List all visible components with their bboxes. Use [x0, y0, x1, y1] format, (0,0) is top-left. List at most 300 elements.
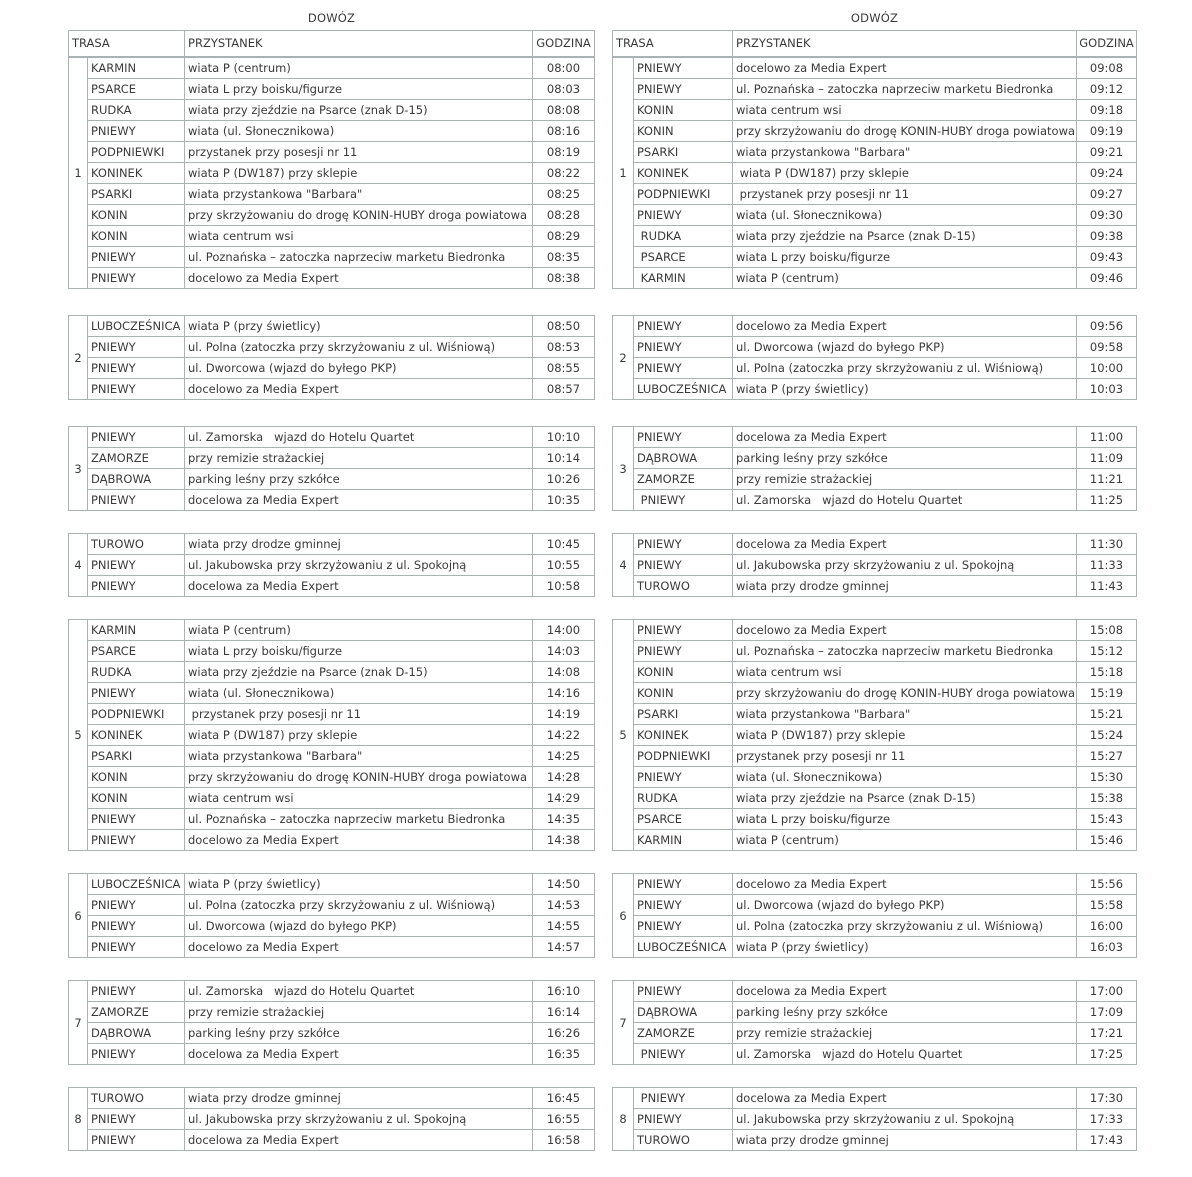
- time-cell: 14:29: [533, 788, 595, 809]
- city-cell: PSARCE: [634, 809, 733, 830]
- stop-cell: przy remizie strażackiej: [185, 1002, 533, 1023]
- route-section-4: [612, 533, 1137, 597]
- city-cell: PNIEWY: [634, 555, 733, 576]
- city-cell: DĄBROWA: [88, 469, 185, 490]
- stop-cell: przy skrzyżowaniu do drogę KONIN-HUBY droga powiatowa: [733, 683, 1077, 704]
- city-cell: PNIEWY: [88, 268, 185, 289]
- time-cell: 14:53: [533, 895, 595, 916]
- stop-cell: docelowa za Media Expert: [185, 490, 533, 511]
- time-cell: 16:45: [533, 1088, 595, 1109]
- header-godzina: GODZINA: [1077, 31, 1137, 57]
- stop-cell: ul. Polna (zatoczka przy skrzyżowaniu z ul. Wiśniową): [733, 916, 1077, 937]
- table-row: [69, 916, 595, 937]
- time-cell: 08:19: [533, 142, 595, 163]
- table-row: [613, 427, 1137, 448]
- route-number: 3: [613, 427, 634, 511]
- stop-cell: wiata centrum wsi: [185, 226, 533, 247]
- city-cell: PNIEWY: [634, 1088, 733, 1109]
- stop-cell: wiata przy drodze gminnej: [733, 1130, 1077, 1151]
- time-cell: 09:21: [1077, 142, 1137, 163]
- city-cell: PSARCE: [88, 79, 185, 100]
- time-cell: 14:25: [533, 746, 595, 767]
- time-cell: 08:16: [533, 121, 595, 142]
- table-row: [69, 981, 595, 1002]
- stop-cell: docelowa za Media Expert: [733, 534, 1077, 555]
- table-row: [613, 247, 1137, 268]
- time-cell: 15:24: [1077, 725, 1137, 746]
- time-cell: 15:38: [1077, 788, 1137, 809]
- city-cell: PNIEWY: [88, 490, 185, 511]
- stop-cell: przy remizie strażackiej: [185, 448, 533, 469]
- city-cell: PNIEWY: [634, 981, 733, 1002]
- stop-cell: wiata P (centrum): [733, 830, 1077, 851]
- time-cell: 14:35: [533, 809, 595, 830]
- stop-cell: wiata P (przy świetlicy): [733, 379, 1077, 400]
- city-cell: PODPNIEWKI: [88, 142, 185, 163]
- time-cell: 15:43: [1077, 809, 1137, 830]
- route-number: 1: [613, 58, 634, 289]
- table-row: [69, 746, 595, 767]
- table-row: [69, 142, 595, 163]
- city-cell: PNIEWY: [88, 830, 185, 851]
- route-section-8: [612, 1087, 1137, 1151]
- stop-cell: ul. Polna (zatoczka przy skrzyżowaniu z ul. Wiśniową): [733, 358, 1077, 379]
- dowoz-title: DOWÓZ: [307, 11, 356, 25]
- city-cell: KARMIN: [88, 58, 185, 79]
- table-row: [613, 830, 1137, 851]
- table-row: [613, 981, 1137, 1002]
- table-row: [613, 337, 1137, 358]
- table-row: [69, 79, 595, 100]
- route-section-3: [68, 426, 595, 511]
- time-cell: 09:46: [1077, 268, 1137, 289]
- city-cell: KONINEK: [88, 725, 185, 746]
- time-cell: 15:27: [1077, 746, 1137, 767]
- city-cell: PNIEWY: [88, 916, 185, 937]
- stop-cell: wiata przy zjeździe na Psarce (znak D-15): [185, 100, 533, 121]
- table-row: [69, 226, 595, 247]
- time-cell: 09:58: [1077, 337, 1137, 358]
- city-cell: LUBOCZEŚNICA: [88, 316, 185, 337]
- city-cell: KONIN: [634, 683, 733, 704]
- city-cell: KARMIN: [634, 268, 733, 289]
- stop-cell: wiata przystankowa "Barbara": [733, 704, 1077, 725]
- table-row: [69, 1088, 595, 1109]
- stop-cell: docelowo za Media Expert: [185, 937, 533, 958]
- city-cell: ZAMORZE: [634, 1023, 733, 1044]
- stop-cell: przy skrzyżowaniu do drogę KONIN-HUBY droga powiatowa: [185, 205, 533, 226]
- stop-cell: docelowo za Media Expert: [185, 830, 533, 851]
- stop-cell: wiata P (DW187) przy sklepie: [733, 725, 1077, 746]
- stop-cell: wiata przy zjeździe na Psarce (znak D-15): [733, 226, 1077, 247]
- stop-cell: wiata (ul. Słonecznikowa): [185, 121, 533, 142]
- city-cell: KARMIN: [88, 620, 185, 641]
- time-cell: 11:33: [1077, 555, 1137, 576]
- table-row: [69, 809, 595, 830]
- route-number: 1: [69, 58, 88, 289]
- stop-cell: docelowo za Media Expert: [185, 379, 533, 400]
- time-cell: 09:12: [1077, 79, 1137, 100]
- city-cell: RUDKA: [88, 100, 185, 121]
- stop-cell: przystanek przy posesji nr 11: [733, 184, 1077, 205]
- route-section-2: [68, 315, 595, 400]
- table-row: [613, 316, 1137, 337]
- city-cell: TUROWO: [634, 1130, 733, 1151]
- stop-cell: ul. Polna (zatoczka przy skrzyżowaniu z ul. Wiśniową): [185, 895, 533, 916]
- route-number: 7: [69, 981, 88, 1065]
- stop-cell: ul. Dworcowa (wjazd do byłego PKP): [733, 337, 1077, 358]
- time-cell: 09:30: [1077, 205, 1137, 226]
- city-cell: KONIN: [634, 662, 733, 683]
- table-row: [69, 100, 595, 121]
- table-row: [613, 620, 1137, 641]
- time-cell: 14:57: [533, 937, 595, 958]
- route-section-7: [612, 980, 1137, 1065]
- stop-cell: wiata P (przy świetlicy): [185, 874, 533, 895]
- time-cell: 09:56: [1077, 316, 1137, 337]
- time-cell: 15:30: [1077, 767, 1137, 788]
- route-section-5: [612, 619, 1137, 851]
- stop-cell: wiata centrum wsi: [733, 100, 1077, 121]
- table-row: [613, 100, 1137, 121]
- city-cell: PNIEWY: [88, 895, 185, 916]
- table-row: [69, 448, 595, 469]
- city-cell: KONIN: [88, 788, 185, 809]
- stop-cell: ul. Jakubowska przy skrzyżowaniu z ul. Spokojną: [185, 555, 533, 576]
- route-number: 6: [69, 874, 88, 958]
- city-cell: PNIEWY: [88, 981, 185, 1002]
- dowoz-sections: [68, 57, 595, 1151]
- time-cell: 08:03: [533, 79, 595, 100]
- time-cell: 09:43: [1077, 247, 1137, 268]
- time-cell: 09:08: [1077, 58, 1137, 79]
- time-cell: 11:00: [1077, 427, 1137, 448]
- city-cell: TUROWO: [88, 534, 185, 555]
- city-cell: PNIEWY: [88, 809, 185, 830]
- time-cell: 16:58: [533, 1130, 595, 1151]
- stop-cell: wiata przy drodze gminnej: [185, 1088, 533, 1109]
- city-cell: KONIN: [634, 100, 733, 121]
- time-cell: 10:10: [533, 427, 595, 448]
- route-section-6: [612, 873, 1137, 958]
- table-row: [69, 937, 595, 958]
- city-cell: LUBOCZEŚNICA: [634, 937, 733, 958]
- table-row: [613, 358, 1137, 379]
- table-row: [69, 427, 595, 448]
- table-row: [69, 641, 595, 662]
- city-cell: TUROWO: [634, 576, 733, 597]
- stop-cell: wiata P (DW187) przy sklepie: [733, 163, 1077, 184]
- city-cell: RUDKA: [634, 226, 733, 247]
- time-cell: 10:03: [1077, 379, 1137, 400]
- time-cell: 17:25: [1077, 1044, 1137, 1065]
- table-row: [69, 121, 595, 142]
- route-number: 8: [69, 1088, 88, 1151]
- city-cell: PNIEWY: [634, 767, 733, 788]
- stop-cell: ul. Zamorska wjazd do Hotelu Quartet: [185, 427, 533, 448]
- city-cell: PNIEWY: [634, 895, 733, 916]
- stop-cell: ul. Poznańska – zatoczka naprzeciw marketu Biedronka: [185, 809, 533, 830]
- table-row: [613, 142, 1137, 163]
- stop-cell: ul. Dworcowa (wjazd do byłego PKP): [185, 358, 533, 379]
- city-cell: PNIEWY: [634, 205, 733, 226]
- stop-cell: docelowa za Media Expert: [733, 1088, 1077, 1109]
- city-cell: PNIEWY: [634, 620, 733, 641]
- table-row: [613, 1044, 1137, 1065]
- dowoz-column: [68, 0, 595, 1151]
- city-cell: KONIN: [88, 767, 185, 788]
- route-number: 2: [69, 316, 88, 400]
- stop-cell: parking leśny przy szkółce: [185, 1023, 533, 1044]
- table-row: [69, 874, 595, 895]
- time-cell: 10:55: [533, 555, 595, 576]
- time-cell: 11:43: [1077, 576, 1137, 597]
- city-cell: PNIEWY: [634, 916, 733, 937]
- time-cell: 09:27: [1077, 184, 1137, 205]
- city-cell: PSARKI: [634, 704, 733, 725]
- stop-cell: wiata P (przy świetlicy): [185, 316, 533, 337]
- stop-cell: wiata przystankowa "Barbara": [733, 142, 1077, 163]
- route-section-7: [68, 980, 595, 1065]
- time-cell: 09:19: [1077, 121, 1137, 142]
- stop-cell: wiata P (DW187) przy sklepie: [185, 725, 533, 746]
- stop-cell: ul. Poznańska – zatoczka naprzeciw marketu Biedronka: [185, 247, 533, 268]
- route-number: 3: [69, 427, 88, 511]
- table-row: [613, 58, 1137, 79]
- time-cell: 09:38: [1077, 226, 1137, 247]
- table-row: [613, 746, 1137, 767]
- city-cell: PNIEWY: [634, 79, 733, 100]
- stop-cell: wiata przystankowa "Barbara": [185, 746, 533, 767]
- time-cell: 14:00: [533, 620, 595, 641]
- time-cell: 16:14: [533, 1002, 595, 1023]
- route-section-1: [68, 57, 595, 289]
- route-number: 5: [69, 620, 88, 851]
- time-cell: 14:19: [533, 704, 595, 725]
- table-row: [613, 809, 1137, 830]
- time-cell: 08:38: [533, 268, 595, 289]
- table-row: [613, 490, 1137, 511]
- time-cell: 17:21: [1077, 1023, 1137, 1044]
- city-cell: PNIEWY: [88, 1044, 185, 1065]
- city-cell: PNIEWY: [634, 490, 733, 511]
- table-row: [69, 576, 595, 597]
- header-trasa: TRASA: [69, 31, 185, 57]
- route-number: 2: [613, 316, 634, 400]
- time-cell: 17:00: [1077, 981, 1137, 1002]
- stop-cell: wiata L przy boisku/figurze: [185, 641, 533, 662]
- time-cell: 09:18: [1077, 100, 1137, 121]
- stop-cell: przy skrzyżowaniu do drogę KONIN-HUBY droga powiatowa: [185, 767, 533, 788]
- table-row: [613, 121, 1137, 142]
- table-row: [69, 662, 595, 683]
- city-cell: KONIN: [88, 226, 185, 247]
- city-cell: PNIEWY: [634, 316, 733, 337]
- header-godzina: GODZINA: [533, 31, 595, 57]
- table-row: [69, 725, 595, 746]
- stop-cell: docelowo za Media Expert: [733, 874, 1077, 895]
- time-cell: 08:25: [533, 184, 595, 205]
- city-cell: KONINEK: [634, 725, 733, 746]
- time-cell: 14:50: [533, 874, 595, 895]
- stop-cell: wiata przy zjeździe na Psarce (znak D-15): [185, 662, 533, 683]
- time-cell: 08:57: [533, 379, 595, 400]
- city-cell: ZAMORZE: [634, 469, 733, 490]
- time-cell: 08:08: [533, 100, 595, 121]
- header-trasa: TRASA: [613, 31, 733, 57]
- table-row: [613, 379, 1137, 400]
- table-row: [69, 1002, 595, 1023]
- table-row: [613, 1109, 1137, 1130]
- stop-cell: ul. Poznańska – zatoczka naprzeciw marketu Biedronka: [733, 79, 1077, 100]
- time-cell: 11:21: [1077, 469, 1137, 490]
- stop-cell: wiata L przy boisku/figurze: [185, 79, 533, 100]
- route-section-8: [68, 1087, 595, 1151]
- stop-cell: docelowo za Media Expert: [733, 316, 1077, 337]
- table-row: [69, 469, 595, 490]
- stop-cell: ul. Dworcowa (wjazd do byłego PKP): [733, 895, 1077, 916]
- table-row: [69, 184, 595, 205]
- city-cell: PNIEWY: [634, 874, 733, 895]
- time-cell: 08:29: [533, 226, 595, 247]
- time-cell: 08:35: [533, 247, 595, 268]
- odwoz-column: [612, 0, 1137, 1151]
- stop-cell: ul. Zamorska wjazd do Hotelu Quartet: [733, 1044, 1077, 1065]
- time-cell: 15:58: [1077, 895, 1137, 916]
- city-cell: PNIEWY: [88, 576, 185, 597]
- time-cell: 17:33: [1077, 1109, 1137, 1130]
- table-row: [69, 490, 595, 511]
- city-cell: PNIEWY: [88, 247, 185, 268]
- city-cell: PNIEWY: [88, 427, 185, 448]
- city-cell: KONIN: [88, 205, 185, 226]
- city-cell: PSARKI: [634, 142, 733, 163]
- table-row: [613, 534, 1137, 555]
- stop-cell: ul. Jakubowska przy skrzyżowaniu z ul. Spokojną: [733, 1109, 1077, 1130]
- stop-cell: wiata przy zjeździe na Psarce (znak D-15): [733, 788, 1077, 809]
- time-cell: 11:30: [1077, 534, 1137, 555]
- route-section-6: [68, 873, 595, 958]
- time-cell: 16:03: [1077, 937, 1137, 958]
- city-cell: PNIEWY: [88, 555, 185, 576]
- city-cell: PNIEWY: [634, 1109, 733, 1130]
- table-row: [613, 205, 1137, 226]
- time-cell: 15:12: [1077, 641, 1137, 662]
- city-cell: PSARCE: [88, 641, 185, 662]
- city-cell: PSARKI: [88, 746, 185, 767]
- table-row: [613, 555, 1137, 576]
- table-row: [69, 895, 595, 916]
- time-cell: 14:22: [533, 725, 595, 746]
- time-cell: 10:35: [533, 490, 595, 511]
- route-number: 8: [613, 1088, 634, 1151]
- city-cell: PNIEWY: [634, 427, 733, 448]
- time-cell: 16:00: [1077, 916, 1137, 937]
- table-row: [69, 767, 595, 788]
- route-section-2: [612, 315, 1137, 400]
- city-cell: DĄBROWA: [634, 1002, 733, 1023]
- table-row: [69, 555, 595, 576]
- city-cell: PODPNIEWKI: [634, 184, 733, 205]
- time-cell: 15:18: [1077, 662, 1137, 683]
- table-row: [613, 725, 1137, 746]
- city-cell: PSARKI: [88, 184, 185, 205]
- stop-cell: ul. Polna (zatoczka przy skrzyżowaniu z ul. Wiśniową): [185, 337, 533, 358]
- city-cell: PNIEWY: [634, 641, 733, 662]
- time-cell: 15:46: [1077, 830, 1137, 851]
- table-row: [613, 788, 1137, 809]
- stop-cell: przystanek przy posesji nr 11: [733, 746, 1077, 767]
- stop-cell: wiata P (centrum): [185, 620, 533, 641]
- time-cell: 08:22: [533, 163, 595, 184]
- city-cell: PNIEWY: [634, 1044, 733, 1065]
- stop-cell: wiata (ul. Słonecznikowa): [733, 767, 1077, 788]
- table-row: [613, 895, 1137, 916]
- time-cell: 16:26: [533, 1023, 595, 1044]
- table-row: [613, 1088, 1137, 1109]
- city-cell: PNIEWY: [634, 337, 733, 358]
- stop-cell: ul. Dworcowa (wjazd do byłego PKP): [185, 916, 533, 937]
- city-cell: PNIEWY: [634, 358, 733, 379]
- city-cell: RUDKA: [634, 788, 733, 809]
- table-row: [613, 916, 1137, 937]
- table-row: [69, 704, 595, 725]
- city-cell: PSARCE: [634, 247, 733, 268]
- table-row: [69, 830, 595, 851]
- city-cell: PNIEWY: [88, 379, 185, 400]
- table-row: [69, 1109, 595, 1130]
- time-cell: 16:10: [533, 981, 595, 1002]
- header-row: [69, 31, 595, 57]
- stop-cell: ul. Jakubowska przy skrzyżowaniu z ul. Spokojną: [185, 1109, 533, 1130]
- city-cell: PNIEWY: [88, 937, 185, 958]
- time-cell: 15:19: [1077, 683, 1137, 704]
- city-cell: PNIEWY: [634, 58, 733, 79]
- time-cell: 09:24: [1077, 163, 1137, 184]
- table-row: [613, 767, 1137, 788]
- stop-cell: wiata centrum wsi: [733, 662, 1077, 683]
- table-row: [613, 641, 1137, 662]
- table-row: [69, 316, 595, 337]
- time-cell: 16:55: [533, 1109, 595, 1130]
- time-cell: 10:00: [1077, 358, 1137, 379]
- stop-cell: przy skrzyżowaniu do drogę KONIN-HUBY droga powiatowa: [733, 121, 1077, 142]
- table-row: [613, 163, 1137, 184]
- time-cell: 14:55: [533, 916, 595, 937]
- city-cell: PNIEWY: [634, 534, 733, 555]
- stop-cell: docelowa za Media Expert: [185, 1130, 533, 1151]
- stop-cell: wiata P (centrum): [733, 268, 1077, 289]
- table-row: [613, 874, 1137, 895]
- city-cell: PNIEWY: [88, 1109, 185, 1130]
- table-row: [69, 337, 595, 358]
- table-row: [69, 268, 595, 289]
- time-cell: 17:30: [1077, 1088, 1137, 1109]
- stop-cell: ul. Jakubowska przy skrzyżowaniu z ul. Spokojną: [733, 555, 1077, 576]
- city-cell: KONINEK: [634, 163, 733, 184]
- time-cell: 08:00: [533, 58, 595, 79]
- stop-cell: docelowo za Media Expert: [185, 268, 533, 289]
- time-cell: 15:21: [1077, 704, 1137, 725]
- city-cell: PODPNIEWKI: [634, 746, 733, 767]
- table-row: [69, 683, 595, 704]
- city-cell: ZAMORZE: [88, 1002, 185, 1023]
- table-row: [613, 662, 1137, 683]
- city-cell: TUROWO: [88, 1088, 185, 1109]
- stop-cell: wiata P (centrum): [185, 58, 533, 79]
- stop-cell: parking leśny przy szkółce: [185, 469, 533, 490]
- time-cell: 15:08: [1077, 620, 1137, 641]
